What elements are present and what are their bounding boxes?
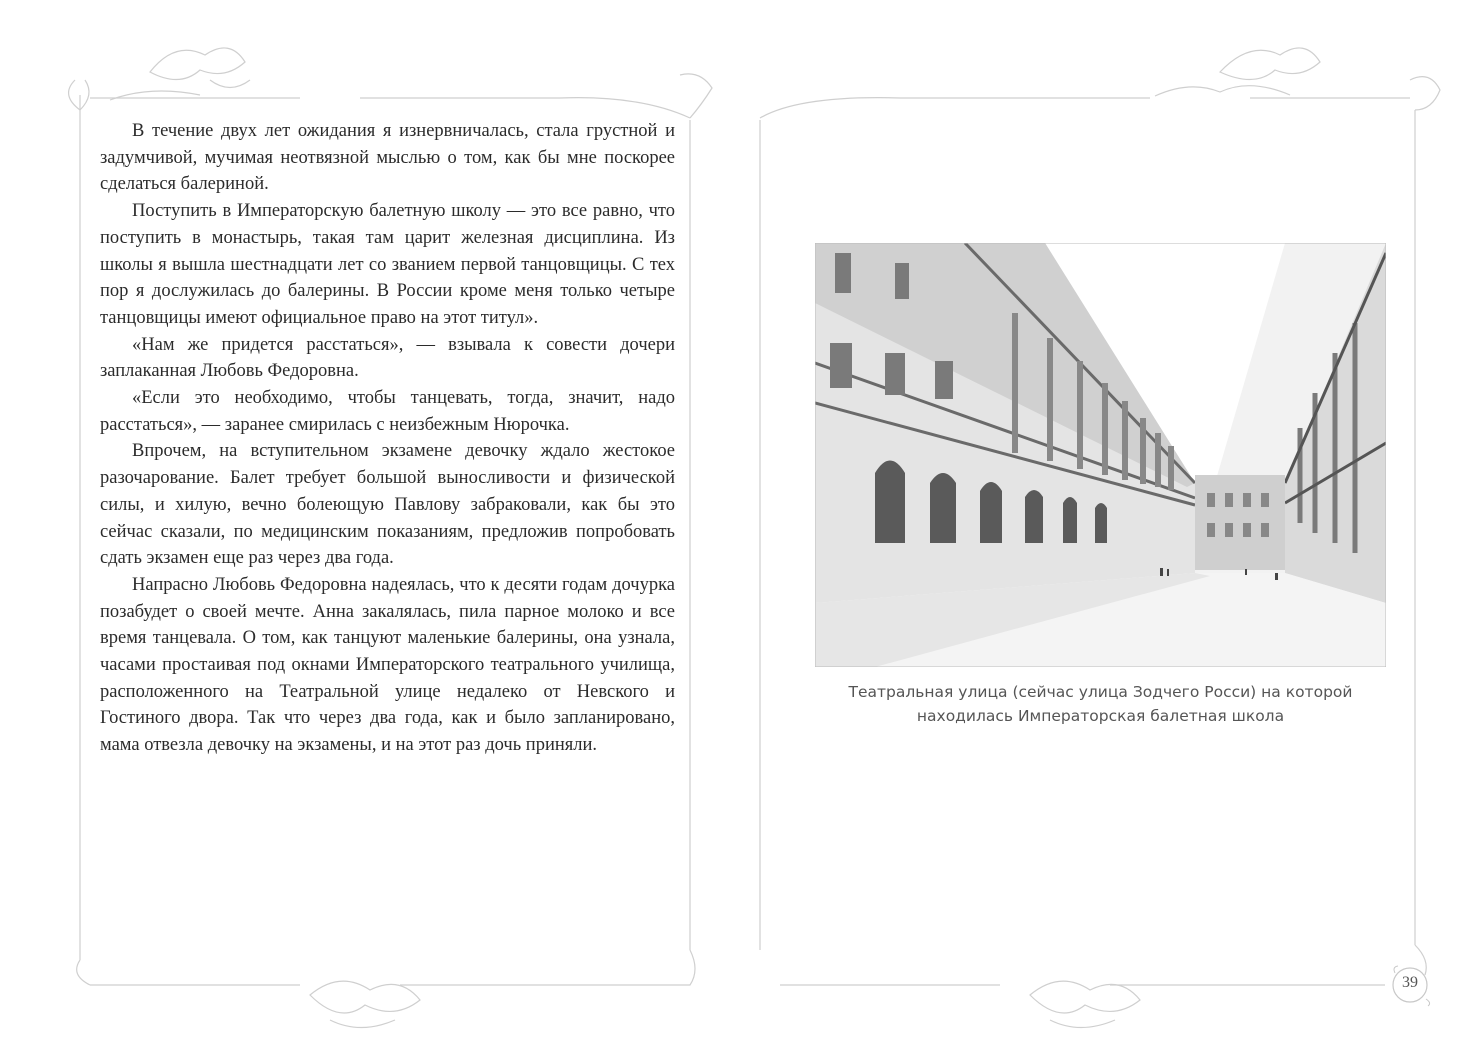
photo-caption [815,680,1386,728]
caption-line: находилась Императорская балетная школа [916,707,1285,725]
paragraph: Поступить в Императорскую балетную школу — это все равно, что поступить в монастырь, такая там царит железная дисциплина. Из школы я вышла шестнадцати лет со званием первой танцовщицы. С тех пор я дослужилась до балерины. В России кроме меня только четыре танцовщицы имеют официальное право на этот титул». [100,201,675,328]
paragraph: «Если это необходимо, чтобы танцевать, тогда, значит, надо расстаться», — заранее смирилась с неизбежным Нюрочка. [100,388,675,435]
paragraph: «Нам же придется расстаться», — взывала к совести дочери заплаканная Любовь Федоровна. [100,334,675,382]
paragraph: В течение двух лет ожидания я изнервничалась, стала грустной и задумчивой, мучимая неотвязной мыслью о том, как бы мне поскорее сделаться балериной. [100,121,675,195]
paragraph: Напрасно Любовь Федоровна надеялась, что к десяти годам дочурка позабудет о своей мечте. Анна закалялась, пила парное молоко и все время танцевала. О том, как танцуют маленькие балерины, она узнала, часами простаивая под окнами Императорского театрального училища, расположенного на Театральной улице недалеко от Невского и Гостиного двора. Так что через два года, как и было запланировано, мама отвезла девочку на экзамены, и на этот раз дочь приняли. [100,574,675,756]
street-photo [815,243,1386,667]
page-number: 39 [1402,974,1418,991]
caption-line: Театральная улица (сейчас улица Зодчего Росси) на которой [848,683,1353,701]
body-text [100,118,675,759]
paragraph: Впрочем, на вступительном экзамене девочку ждало жестокое разочарование. Балет требует большой выносливости и физической силы, и хилую, вечно болеющую Павлову забраковали, как бы это сейчас сказали, по медицинским показаниям, предложив попробовать сдать экзамен еще раз через два года. [100,441,675,569]
left-page [0,0,735,1045]
